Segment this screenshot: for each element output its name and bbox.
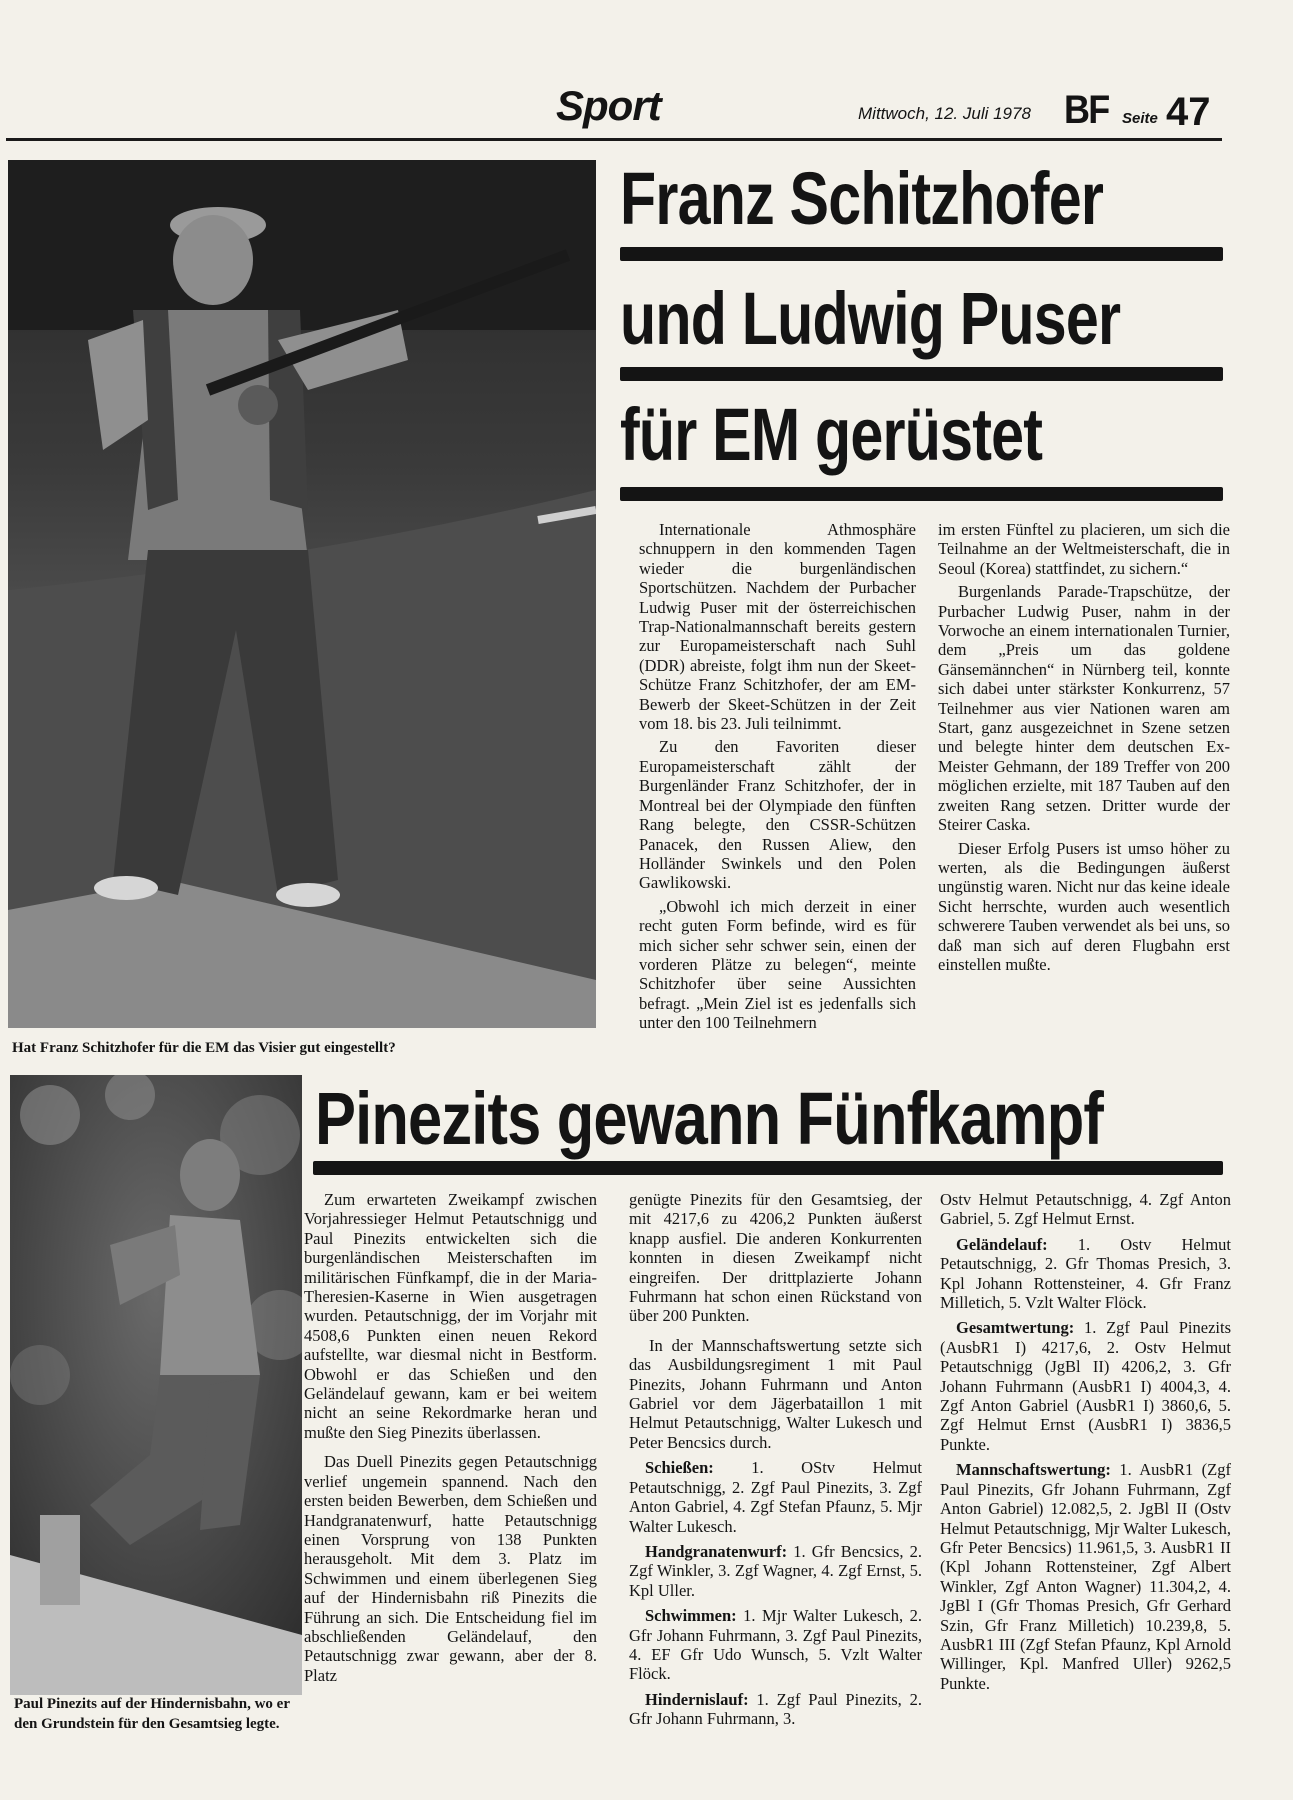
shooter-photo xyxy=(8,160,596,1028)
article2-column-1 xyxy=(304,1190,597,1685)
article2-column-2 xyxy=(629,1190,922,1729)
paragraph: Dieser Erfolg Pusers ist umso höher zu werten, als die Bedingungen äußerst ungünstig waren. Nicht nur das keine ideale Sicht herrschte, wurden auch wesentlich schwerere Tauben verwendet als bei uns, so daß man sich auf deren Flugbahn erst einstellen mußte. xyxy=(938,838,1230,974)
paragraph: Das Duell Pinezits gegen Petautschnigg verlief ungemein spannend. Nach den ersten beiden Bewerben, dem Schießen und Handgranatenwurf, hatte Petautschnigg einen Vorsprung von 138 Punkten herausgeholt. Mit dem 3. Platz im Schwimmen und einem überlegenen Sieg auf der Hindernisbahn riß Pinezits die Führung an sich. Die Entscheidung fiel im abschließenden Geländelauf, den Petautschnigg zwar gewann, aber der 8. Platz xyxy=(304,1452,597,1685)
paragraph: Burgenlands Parade-Trapschütze, der Purbacher Ludwig Puser, nahm in der Vorwoche an einem internationalen Turnier, dem „Preis um das goldene Gänsemännchen“ in Nürnberg teil, konnte sich dabei unter stärkster Konkurrenz, 57 Teilnehmer aus vier Nationen waren am Start, ganz ausgezeichnet in Szene setzen und belegte hinter dem deutschen Ex-Meister Gehmann, der 189 Treffer von 200 möglichen erzielte, mit 187 Tauben auf den zweiten Rang setzen. Dritter wurde der Steirer Caska. xyxy=(938,582,1230,835)
article1-column-2 xyxy=(938,520,1230,974)
paragraph: Internationale Athmosphäre schnuppern in den kommenden Tagen wieder die burgenländischen Sportschützen. Nachdem der Purbacher Ludwig Puser mit der österreichischen Trap-Nationalmannschaft bereits gestern zur Europameisterschaft nach Suhl (DDR) abreiste, folgt ihm nun der Skeet-Schütze Franz Schitzhofer, der am EM-Bewerb der Skeet-Schützen in der Zeit vom 18. bis 23. Juli teilnimmt. xyxy=(639,520,916,734)
article1-headline-line1: Franz Schitzhofer xyxy=(620,157,1104,240)
runner-photo-image xyxy=(10,1075,302,1695)
result-entry xyxy=(629,1690,922,1729)
result-entry xyxy=(940,1460,1231,1693)
article2-headline: Pinezits gewann Fünfkampf xyxy=(315,1077,1104,1160)
paragraph: Ostv Helmut Petautschnigg, 4. Zgf Anton Gabriel, 5. Zgf Helmut Ernst. xyxy=(940,1190,1231,1229)
paragraph: genügte Pinezits für den Gesamtsieg, der mit 4217,6 zu 4206,2 Punkten äußerst knapp ausfiel. Die anderen Konkurrenten konnten in diesen Zweikampf nicht eingreifen. Der drittplazierte Johann Fuhrmann hat schon einen Rückstand von über 200 Punkten. xyxy=(629,1190,922,1326)
result-label: Gesamtwertung: xyxy=(956,1318,1075,1338)
paragraph: Zu den Favoriten dieser Europameisterschaft zählt der Burgenländer Franz Schitzhofer, der in Montreal bei der Olympiade den fünften Rang belegte, den CSSR-Schützen Panacek, den Russen Aliew, den Holländer Swinkels und den Polen Gawlikowski. xyxy=(639,737,916,893)
result-text: 1. Mjr Walter Lukesch, 2. Gfr Johann Fuhrmann, 3. Zgf Paul Pinezits, 4. EF Gfr Udo Wunsch, 5. Vzlt Walter Flöck. xyxy=(629,1606,922,1684)
page-number: 47 xyxy=(1166,90,1211,134)
paragraph: im ersten Fünftel zu placieren, um sich die Teilnahme an der Weltmeisterschaft, die in Seoul (Korea) stattfindet, zu sichern.“ xyxy=(938,520,1230,578)
result-text: 1. OStv Helmut Petautschnigg, 2. Zgf Paul Pinezits, 3. Zgf Anton Gabriel, 4. Zgf Stefan Pfaunz, 5. Mjr Walter Lukesch. xyxy=(629,1458,922,1536)
article1-headline-line2: und Ludwig Puser xyxy=(620,277,1121,360)
result-label: Geländelauf: xyxy=(956,1234,1048,1254)
issue-date: Mittwoch, 12. Juli 1978 xyxy=(858,104,1031,123)
result-entry xyxy=(629,1458,922,1536)
result-label: Mannschaftswertung: xyxy=(956,1460,1111,1480)
runner-photo xyxy=(10,1075,302,1695)
result-entry xyxy=(629,1542,922,1600)
page-label: Seite xyxy=(1122,110,1158,127)
result-text: 1. Zgf Paul Pinezits, 2. Gfr Johann Fuhrmann, 3. xyxy=(629,1689,922,1729)
headline-rule xyxy=(620,487,1223,501)
result-entry xyxy=(629,1606,922,1684)
headline-rule xyxy=(313,1161,1223,1175)
article1-column-1 xyxy=(639,520,916,1033)
header-rule xyxy=(6,138,1222,141)
result-text: 1. Ostv Helmut Petautschnigg, 2. Gfr Thomas Presich, 3. Kpl Johann Rottensteiner, 4. Gfr Franz Milletich, 5. Vzlt Walter Flöck. xyxy=(940,1234,1231,1313)
result-text: 1. Gfr Bencsics, 2. Zgf Winkler, 3. Zgf Wagner, 4. Zgf Ernst, 5. Kpl Uller. xyxy=(629,1541,922,1600)
result-label: Hindernislauf: xyxy=(645,1689,749,1709)
runner-photo-caption: Paul Pinezits auf der Hindernisbahn, wo er den Grundstein für den Gesamtsieg legte. xyxy=(14,1696,290,1732)
paragraph: Zum erwarteten Zweikampf zwischen Vorjahressieger Helmut Petautschnigg und Paul Pinezits entwickelten sich die burgenländischen Meisterschaften im militärischen Fünfkampf, die in der Maria-Theresien-Kaserne in Wien ausgetragen wurden. Petautschnigg, der im Vorjahr mit 4508,6 Punkten einen neuen Rekord aufstellte, war diesmal nicht in Bestform. Obwohl er das Schießen und den Geländelauf gewann, kam er bei weitem nicht an seine Rekordmarke heran und mußte den Sieg Pinezits überlassen. xyxy=(304,1190,597,1442)
paragraph: In der Mannschaftswertung setzte sich das Ausbildungsregiment 1 mit Paul Pinezits, Johann Fuhrmann und Anton Gabriel vor dem Jägerbataillon 1 mit Helmut Petautschnigg, Walter Lukesch und Peter Bencsics durch. xyxy=(629,1335,922,1452)
result-label: Handgranatenwurf: xyxy=(645,1541,788,1561)
result-text: 1. AusbR1 (Zgf Paul Pinezits, Gfr Johann Fuhrmann, Zgf Anton Gabriel) 12.082,5, 2. JgBl II (Ostv Helmut Petautschnigg, Mjr Walter Lukesch, Gfr Peter Bencsics) 11.961,5, 3. AusbR1 II (Kpl Johann Rottensteiner, Zgf Albert Winkler, Zgf Anton Wagner) 11.304,2, 4. JgBl I (Gfr Thomas Presich, Gfr Gerhard Szin, Gfr Franz Milletich) 10.239,8, 5. AusbR1 III (Zgf Stefan Pfaunz, Kpl Arnold Willinger, Kpl. Manfred Uller) 9262,5 Punkte. xyxy=(940,1460,1231,1693)
article2-column-3 xyxy=(940,1190,1231,1693)
section-title: Sport xyxy=(556,82,661,129)
paragraph: „Obwohl ich mich derzeit in einer recht guten Form befinde, wird es für mich sicher sehr schwer sein, einen der vorderen Plätze zu belegen“, meinte Schitzhofer über seine Aussichten befragt. „Mein Ziel ist es jedenfalls sich unter den 100 Teilnehmern xyxy=(639,896,916,1033)
newspaper-logo: BF xyxy=(1064,88,1109,132)
result-label: Schießen: xyxy=(645,1458,714,1478)
article1-headline-line3: für EM gerüstet xyxy=(620,393,1043,476)
result-label: Schwimmen: xyxy=(645,1606,737,1626)
result-entry xyxy=(940,1235,1231,1313)
shooter-photo-image xyxy=(8,160,596,1028)
headline-rule xyxy=(620,367,1223,381)
headline-rule xyxy=(620,247,1223,261)
result-entry xyxy=(940,1318,1231,1454)
shooter-photo-caption: Hat Franz Schitzhofer für die EM das Visier gut eingestellt? xyxy=(12,1040,396,1056)
result-text: 1. Zgf Paul Pinezits (AusbR1 I) 4217,6, 2. Ostv Helmut Petautschnigg (JgBl II) 4206,2, 3. Gfr Johann Fuhrmann (AusbR1 I) 4004,3, 4. Zgf Anton Gabriel (AusbR1 I) 3860,6, 5. Zgf Helmut Ernst (AusbR1 I) 3836,5 Punkte. xyxy=(940,1318,1231,1454)
